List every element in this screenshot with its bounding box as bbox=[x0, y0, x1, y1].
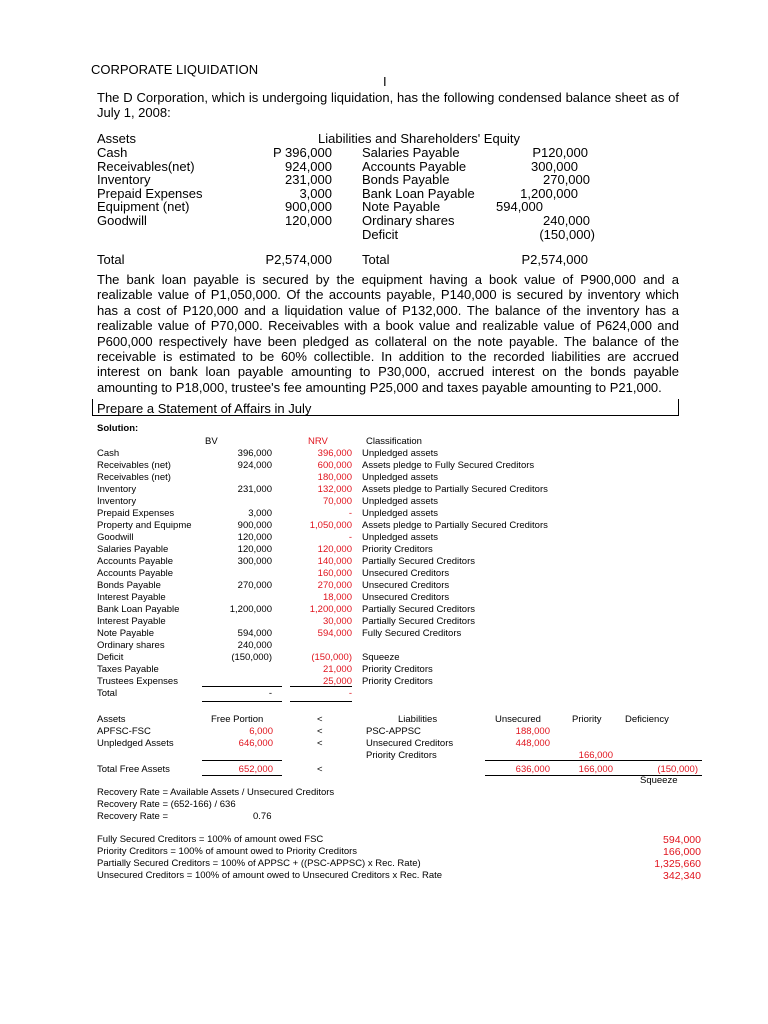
solution-item: Note Payable bbox=[97, 628, 155, 639]
summary-free-portion: 6,000 bbox=[249, 726, 273, 737]
summary-priority: 166,000 bbox=[578, 764, 613, 775]
solution-bv: 924,000 bbox=[237, 460, 272, 471]
solution-item: Deficit bbox=[97, 652, 124, 663]
recovery-rate-line: Recovery Rate = bbox=[97, 811, 169, 822]
solution-classification: Partially Secured Creditors bbox=[362, 556, 475, 567]
bv-header: BV bbox=[205, 436, 218, 447]
solution-classification: Squeeze bbox=[362, 652, 400, 663]
assets-header: Assets bbox=[97, 131, 137, 146]
solution-bv: 240,000 bbox=[237, 640, 272, 651]
total-assets-label: Total bbox=[97, 252, 125, 267]
solution-classification: Priority Creditors bbox=[362, 676, 433, 687]
solution-bv: 120,000 bbox=[237, 544, 272, 555]
summary-liability: PSC-APPSC bbox=[366, 726, 421, 737]
creditor-amount: 1,325,660 bbox=[654, 858, 701, 870]
solution-nrv: 21,000 bbox=[322, 664, 352, 675]
summary-unsecured-header: Unsecured bbox=[495, 714, 541, 725]
bs-liability-name: Salaries Payable bbox=[362, 145, 460, 160]
solution-nrv: 180,000 bbox=[317, 472, 352, 483]
bs-asset-value: 120,000 bbox=[285, 213, 332, 228]
solution-classification: Priority Creditors bbox=[362, 664, 433, 675]
solution-bv: 270,000 bbox=[237, 580, 272, 591]
solution-bv: 3,000 bbox=[248, 508, 272, 519]
recovery-rate-line: Recovery Rate = Available Assets / Unsecured Creditors bbox=[97, 787, 335, 798]
bs-asset-value: 231,000 bbox=[285, 172, 332, 188]
bs-asset-value: P 396,000 bbox=[272, 145, 332, 160]
solution-item: Taxes Payable bbox=[97, 664, 159, 675]
bs-asset-name: Goodwill bbox=[97, 213, 147, 228]
nrv-total-double-line bbox=[290, 701, 352, 702]
bs-asset-name: Equipment (net) bbox=[97, 199, 190, 215]
solution-classification: Assets pledge to Partially Secured Creditors bbox=[362, 484, 548, 495]
solution-nrv: 18,000 bbox=[322, 592, 352, 603]
solution-nrv: 30,000 bbox=[322, 616, 352, 627]
bs-asset-name: Cash bbox=[97, 145, 128, 160]
document-title: CORPORATE LIQUIDATION bbox=[91, 62, 259, 77]
solution-classification: Unpledged assets bbox=[362, 496, 439, 507]
bs-liability-value: 270,000 bbox=[543, 172, 590, 188]
solution-nrv: 25,000 bbox=[322, 676, 352, 687]
summary-priority-header: Priority bbox=[572, 714, 602, 725]
solution-item: Total bbox=[97, 688, 118, 699]
summary-liab-header: Liabilities bbox=[398, 714, 438, 725]
creditor-amount: 166,000 bbox=[663, 846, 701, 858]
bv-total-line bbox=[202, 686, 282, 687]
solution-nrv: 270,000 bbox=[317, 580, 352, 591]
solution-nrv: 132,000 bbox=[317, 484, 352, 495]
solution-classification: Unpledged assets bbox=[362, 508, 439, 519]
solution-item: Accounts Payable bbox=[97, 568, 174, 579]
intro-paragraph: The D Corporation, which is undergoing liquidation, has the following condensed balance sheet as of July 1, 2008: bbox=[97, 90, 679, 121]
solution-item: Bank Loan Payable bbox=[97, 604, 180, 615]
solution-item: Receivables (net) bbox=[97, 472, 171, 483]
classification-header: Classification bbox=[366, 436, 422, 447]
summary-priority: 166,000 bbox=[578, 750, 613, 761]
summary-liability: Unsecured Creditors bbox=[366, 738, 454, 749]
solution-classification: Unpledged assets bbox=[362, 448, 439, 459]
solution-nrv: - bbox=[348, 532, 352, 543]
solution-item: Trustees Expenses bbox=[97, 676, 178, 687]
total-liab-label: Total bbox=[362, 252, 390, 267]
creditor-formula: Partially Secured Creditors = 100% of APPSC + ((PSC-APPSC) x Rec. Rate) bbox=[97, 858, 421, 869]
summary-free-header: Free Portion bbox=[211, 714, 264, 725]
solution-item: Salaries Payable bbox=[97, 544, 169, 555]
prepare-statement: Prepare a Statement of Affairs in July bbox=[97, 401, 312, 416]
nrv-total-line bbox=[290, 686, 352, 687]
summary-asset: APFSC-FSC bbox=[97, 726, 151, 737]
summary-asset: Total Free Assets bbox=[97, 764, 170, 775]
solution-nrv: 396,000 bbox=[317, 448, 352, 459]
solution-classification: Partially Secured Creditors bbox=[362, 604, 475, 615]
solution-item: Accounts Payable bbox=[97, 556, 174, 567]
solution-bv: 900,000 bbox=[237, 520, 272, 531]
summary-less-than: < bbox=[317, 738, 323, 749]
solution-classification: Unsecured Creditors bbox=[362, 580, 450, 591]
solution-classification: Unsecured Creditors bbox=[362, 592, 450, 603]
summary-assets-header: Assets bbox=[97, 714, 126, 725]
solution-item: Property and Equipme bbox=[97, 520, 192, 531]
solution-bv: 120,000 bbox=[237, 532, 272, 543]
solution-label: Solution: bbox=[97, 423, 139, 434]
summary-deficiency: (150,000) bbox=[657, 764, 698, 775]
bs-asset-value: 3,000 bbox=[299, 185, 332, 201]
summary-deficiency-header: Deficiency bbox=[625, 714, 669, 725]
bs-asset-name: Receivables(net) bbox=[97, 158, 195, 174]
solution-nrv: - bbox=[348, 508, 352, 519]
bs-liability-name: Bank Loan Payable bbox=[362, 185, 475, 201]
bs-liability-name: Bonds Payable bbox=[362, 172, 450, 188]
bs-liability-name: Deficit bbox=[362, 226, 399, 242]
solution-bv: - bbox=[268, 688, 272, 699]
solution-bv: 1,200,000 bbox=[229, 604, 272, 615]
solution-classification: Unpledged assets bbox=[362, 472, 439, 483]
solution-classification: Partially Secured Creditors bbox=[362, 616, 475, 627]
summary-lt-header: < bbox=[317, 714, 323, 725]
solution-item: Receivables (net) bbox=[97, 460, 171, 471]
creditor-amount: 594,000 bbox=[663, 834, 701, 846]
solution-classification: Assets pledge to Partially Secured Creditors bbox=[362, 520, 548, 531]
solution-classification: Unpledged assets bbox=[362, 532, 439, 543]
summary-less-than: < bbox=[317, 764, 323, 775]
summary-free-portion: 646,000 bbox=[238, 738, 273, 749]
solution-nrv: 120,000 bbox=[317, 544, 352, 555]
solution-item: Interest Payable bbox=[97, 592, 166, 603]
solution-nrv: 140,000 bbox=[317, 556, 352, 567]
summary-less-than: < bbox=[317, 726, 323, 737]
free-total-line bbox=[202, 760, 282, 761]
bs-liability-value: 240,000 bbox=[543, 213, 590, 228]
liab-total-line bbox=[485, 760, 702, 761]
solution-item: Bonds Payable bbox=[97, 580, 161, 591]
solution-item: Cash bbox=[97, 448, 120, 459]
details-paragraph: The bank loan payable is secured by the equipment having a book value of P900,000 and a realizable value of P1,050,000. Of the accounts payable, P140,000 is secured by inventory which has a cost of P120,000 and a liquidation value of P132,000. The balance of the inventory has a realizable value of P70,000. Receivables with a book value and realizable value of P624,000 and P600,000 respectively have been pledged as collateral on the note payable. The balance of the receivable is estimated to be 60% collectible. In addition to the recorded liabilities are accrued interest on bank loan payable amounting to P30,000, accrued interest on the bonds payable amounting to P18,000, trustee's fee amounting P25,000 and taxes payable amounting to P21,000. bbox=[97, 272, 679, 395]
bs-liability-name: Ordinary shares bbox=[362, 213, 455, 228]
bs-liability-value: (150,000) bbox=[539, 226, 595, 242]
solution-bv: 594,000 bbox=[237, 628, 272, 639]
bs-liability-value: P120,000 bbox=[532, 145, 588, 160]
bs-asset-value: 924,000 bbox=[285, 158, 332, 174]
nrv-header: NRV bbox=[308, 436, 328, 447]
creditor-amount: 342,340 bbox=[663, 870, 701, 882]
solution-nrv: 1,050,000 bbox=[309, 520, 352, 531]
bs-liability-value: 594,000 bbox=[496, 199, 543, 215]
bs-liability-name: Accounts Payable bbox=[362, 158, 467, 174]
recovery-rate-line: Recovery Rate = (652-166) / 636 bbox=[97, 799, 236, 810]
bs-liability-name: Note Payable bbox=[362, 199, 441, 215]
recovery-rate-value: 0.76 bbox=[253, 811, 272, 822]
summary-unsecured: 448,000 bbox=[515, 738, 550, 749]
bs-asset-name: Prepaid Expenses bbox=[97, 185, 203, 201]
summary-free-portion: 652,000 bbox=[238, 764, 273, 775]
summary-unsecured: 188,000 bbox=[515, 726, 550, 737]
total-assets-value: P2,574,000 bbox=[265, 252, 332, 267]
solution-item: Prepaid Expenses bbox=[97, 508, 175, 519]
summary-unsecured: 636,000 bbox=[515, 764, 550, 775]
squeeze-label: Squeeze bbox=[640, 775, 678, 786]
solution-item: Inventory bbox=[97, 484, 137, 495]
bs-asset-name: Inventory bbox=[97, 172, 151, 188]
bs-liability-value: 1,200,000 bbox=[520, 185, 578, 201]
solution-nrv: 70,000 bbox=[322, 496, 352, 507]
creditor-formula: Unsecured Creditors = 100% of amount owed to Unsecured Creditors x Rec. Rate bbox=[97, 870, 443, 881]
solution-item: Inventory bbox=[97, 496, 137, 507]
summary-asset: Unpledged Assets bbox=[97, 738, 174, 749]
total-liab-value: P2,574,000 bbox=[521, 252, 588, 267]
solution-nrv: (150,000) bbox=[311, 652, 352, 663]
solution-item: Ordinary shares bbox=[97, 640, 165, 651]
solution-bv: 231,000 bbox=[237, 484, 272, 495]
solution-nrv: 600,000 bbox=[317, 460, 352, 471]
liabilities-header: Liabilities and Shareholders' Equity bbox=[318, 131, 520, 146]
creditor-formula: Priority Creditors = 100% of amount owed to Priority Creditors bbox=[97, 846, 358, 857]
solution-classification: Priority Creditors bbox=[362, 544, 433, 555]
solution-item: Goodwill bbox=[97, 532, 134, 543]
page-marker: I bbox=[383, 74, 387, 89]
solution-nrv: - bbox=[348, 688, 352, 699]
solution-nrv: 160,000 bbox=[317, 568, 352, 579]
creditor-formula: Fully Secured Creditors = 100% of amount owed FSC bbox=[97, 834, 324, 845]
solution-bv: 396,000 bbox=[237, 448, 272, 459]
solution-nrv: 594,000 bbox=[317, 628, 352, 639]
bv-total-double-line bbox=[202, 701, 282, 702]
free-total-double-line bbox=[202, 775, 282, 776]
solution-classification: Assets pledge to Fully Secured Creditors bbox=[362, 460, 535, 471]
solution-bv: (150,000) bbox=[231, 652, 272, 663]
solution-item: Interest Payable bbox=[97, 616, 166, 627]
bs-asset-value: 900,000 bbox=[285, 199, 332, 215]
bs-liability-value: 300,000 bbox=[531, 158, 578, 174]
solution-nrv: 1,200,000 bbox=[309, 604, 352, 615]
solution-classification: Fully Secured Creditors bbox=[362, 628, 462, 639]
solution-classification: Unsecured Creditors bbox=[362, 568, 450, 579]
summary-liability: Priority Creditors bbox=[366, 750, 437, 761]
solution-bv: 300,000 bbox=[237, 556, 272, 567]
